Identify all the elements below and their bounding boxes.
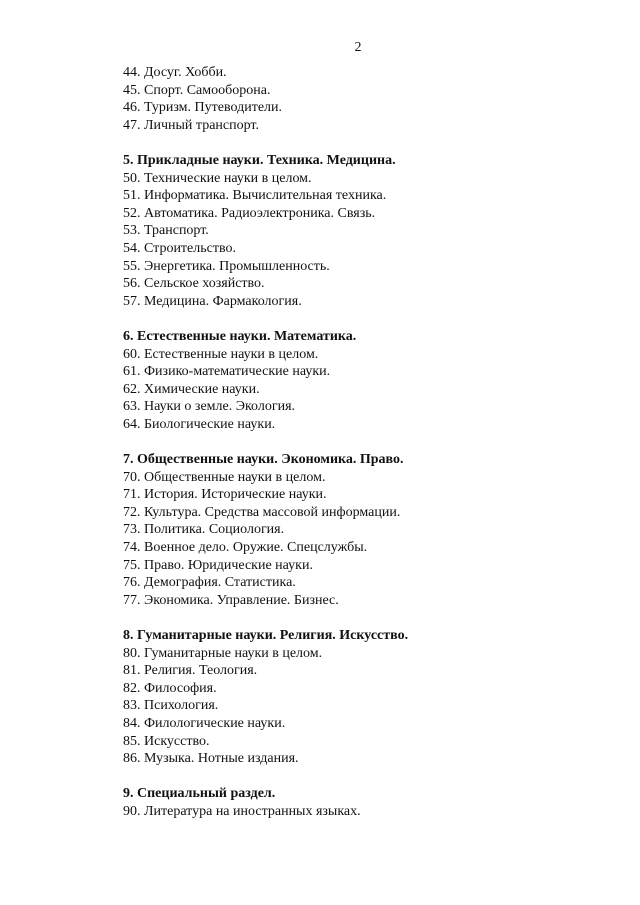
list-item: 90. Литература на иностранных языках.: [123, 803, 361, 819]
list-item: 85. Искусство.: [123, 733, 210, 749]
list-item: 44. Досуг. Хобби.: [123, 65, 227, 80]
list-item: 53. Транспорт.: [123, 223, 209, 239]
list-item: 60. Естественные науки в целом.: [123, 346, 319, 362]
list-item: 47. Личный транспорт.: [123, 117, 260, 133]
section-spacer: [123, 768, 603, 786]
list-item: 76. Демография. Статистика.: [123, 575, 296, 591]
list-item: 57. Медицина. Фармакология.: [123, 293, 302, 309]
list-item: 74. Военное дело. Оружие. Спецслужбы.: [123, 540, 368, 556]
list-item: 81. Религия. Теология.: [123, 663, 258, 679]
section-title: 9. Специальный раздел.: [123, 786, 276, 802]
list-item: 70. Общественные науки в целом.: [123, 469, 326, 485]
section-spacer: [123, 609, 603, 627]
section-title: 6. Естественные науки. Математика.: [123, 328, 357, 344]
list-item: 72. Культура. Средства массовой информации.: [123, 504, 401, 520]
list-item: 83. Психология.: [123, 698, 219, 714]
list-item: 52. Автоматика. Радиоэлектроника. Связь.: [123, 205, 376, 221]
list-item: 75. Право. Юридические науки.: [123, 557, 313, 573]
section-spacer: [123, 134, 603, 152]
list-item: 55. Энергетика. Промышленность.: [123, 258, 330, 274]
list-item: 86. Музыка. Нотные издания.: [123, 751, 299, 767]
list-item: 63. Науки о земле. Экология.: [123, 399, 296, 415]
list-item: 62. Химические науки.: [123, 381, 260, 397]
list-item: 45. Спорт. Самооборона.: [123, 82, 271, 98]
list-item: 82. Философия.: [123, 680, 217, 696]
list-item: 77. Экономика. Управление. Бизнес.: [123, 592, 339, 608]
list-item: 50. Технические науки в целом.: [123, 170, 312, 186]
document-body: [123, 64, 603, 821]
list-item: 80. Гуманитарные науки в целом.: [123, 645, 323, 661]
page-number: 2: [354, 40, 362, 55]
list-item: 64. Биологические науки.: [123, 416, 276, 432]
list-item: 51. Информатика. Вычислительная техника.: [123, 188, 387, 204]
section-spacer: [123, 433, 603, 451]
list-item: 61. Физико-математические науки.: [123, 364, 331, 380]
list-item: 84. Филологические науки.: [123, 715, 286, 731]
list-item: 73. Политика. Социология.: [123, 522, 285, 538]
list-item: 56. Сельское хозяйство.: [123, 276, 265, 292]
list-item: 54. Строительство.: [123, 240, 236, 256]
list-item: 46. Туризм. Путеводители.: [123, 100, 283, 116]
section-title: 8. Гуманитарные науки. Религия. Искусство.: [123, 628, 409, 643]
section-title: 7. Общественные науки. Экономика. Право.: [123, 452, 404, 468]
list-item: 71. История. Исторические науки.: [123, 487, 327, 503]
section-title: 5. Прикладные науки. Техника. Медицина.: [123, 152, 396, 168]
section-spacer: [123, 310, 603, 328]
